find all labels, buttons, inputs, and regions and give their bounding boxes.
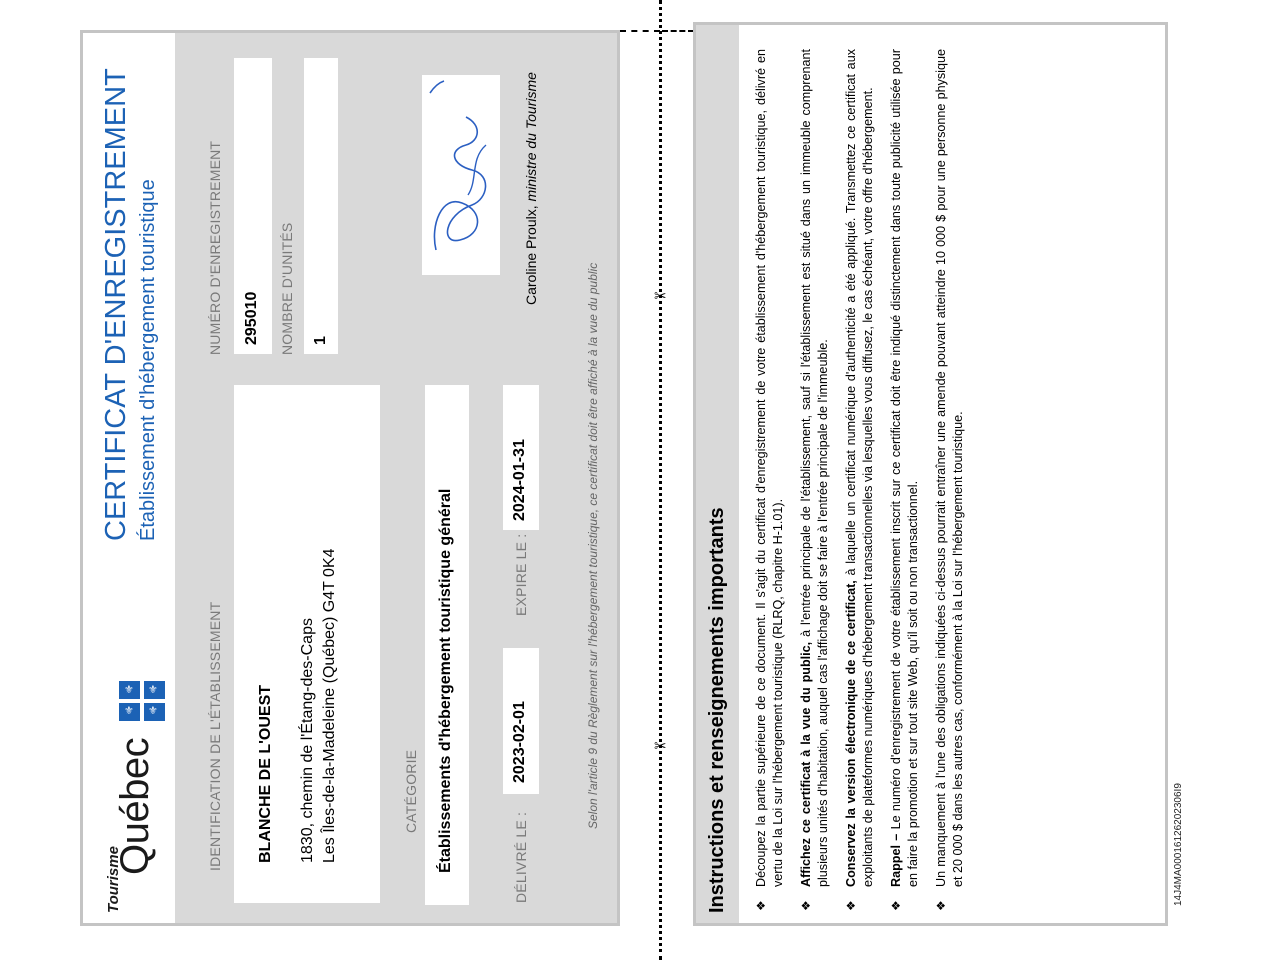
diamond-bullet-icon: ❖ [889,900,903,911]
signature-box [422,75,500,275]
scissors-icon: ✂ [654,738,667,755]
signature-image [422,75,500,275]
registration-number: 295010 [243,291,260,345]
list-item: ❖ Conservez la version électronique de ce certificat, à laquelle un certificat numérique d'authenticité a été appliqué. Transmettez ce certificat aux exploitants de plateformes numériques d'hébergement transactionnelles via lesquelles vous diffusez, le cas échéant, votre offre d'hébergement. [844,49,875,911]
quebec-flag-icon: ⚜ ⚜ ⚜ ⚜ [119,681,165,721]
document-reference-code: 14J4MA00016126202306I9 [1173,783,1184,906]
registration-label: NUMÉRO D'ENREGISTREMENT [207,140,223,355]
list-item: ❖ Affichez ce certificat à la vue du public, à l'entrée principale de l'établissement, sauf si l'établissement est situé dans un immeuble comprenant plusieurs unités d'habitation, auquel cas l'affichage doit se faire à l'entrée principale de l'immeuble. [799,49,830,911]
units-value: 1 [312,336,329,345]
diamond-bullet-icon: ❖ [844,900,858,911]
cut-line-vertical [659,0,662,960]
instructions-title: Instructions et renseignements importants [706,507,728,913]
display-requirement-note: Selon l'article 9 du Règlement sur l'hébergement touristique, ce certificat doit être affiché à la vue du public [586,262,600,829]
list-item: ❖ Découpez la partie supérieure de ce document. Il s'agit du certificat d'enregistrement de votre établissement d'hébergement touristique, délivré en vertu de la Loi sur l'hébergement touristique (RLRQ, chapitre H-1.01). [754,49,785,911]
brand-quebec: Québec [113,737,157,875]
certificate-subtitle: Établissement d'hébergement touristique [137,179,159,541]
diamond-bullet-icon: ❖ [799,900,813,911]
minister-name: Caroline Proulx, [523,205,539,305]
category-label: CATÉGORIE [403,749,419,833]
certificate-card [80,30,620,926]
certificate-title: CERTIFICAT D'ENREGISTREMENT [100,68,132,541]
cut-line-top-left [620,30,660,32]
units-box [304,58,338,354]
address-line2: Les Îles-de-la-Madeleine (Québec) G4T 0K4 [321,548,338,863]
identification-label: IDENTIFICATION DE L'ÉTABLISSEMENT [207,601,223,871]
expires-date: 2024-01-31 [511,439,528,521]
cut-line-top-right [662,30,694,32]
issued-label: DÉLIVRÉ LE : [513,811,529,903]
expires-label: EXPIRE LE : [513,533,529,616]
address-line1: 1830, chemin de l'Étang-des-Caps [299,618,316,863]
brand-tourisme: Tourisme [105,846,122,913]
list-item: ❖ Un manquement à l'une des obligations indiquées ci-dessus pourrait entraîner une amende pouvant atteindre 10 000 $ pour une personne physique et 20 000 $ dans les autres cas, conformément à la Loi sur l'hébergement touristique. [934,49,965,911]
diamond-bullet-icon: ❖ [754,900,768,911]
category-value: Établissements d'hébergement touristique général [437,488,454,873]
diamond-bullet-icon: ❖ [934,900,948,911]
instructions-list [753,49,978,911]
minister-signature-line [523,72,539,305]
list-item: ❖ Rappel – Le numéro d'enregistrement de votre établissement inscrit sur ce certificat doit être indiqué distinctement dans toute publicité utilisée pour en faire la promotion et sur tout site Web, qu'il soit ou non transactionnel. [889,49,920,911]
instructions-panel [693,22,1168,926]
units-label: NOMBRE D'UNITÉS [279,222,295,355]
scissors-icon: ✂ [654,288,667,305]
minister-title: ministre du Tourisme [523,72,539,202]
establishment-name: BLANCHE DE L'OUEST [257,684,274,863]
issued-date: 2023-02-01 [511,701,528,783]
